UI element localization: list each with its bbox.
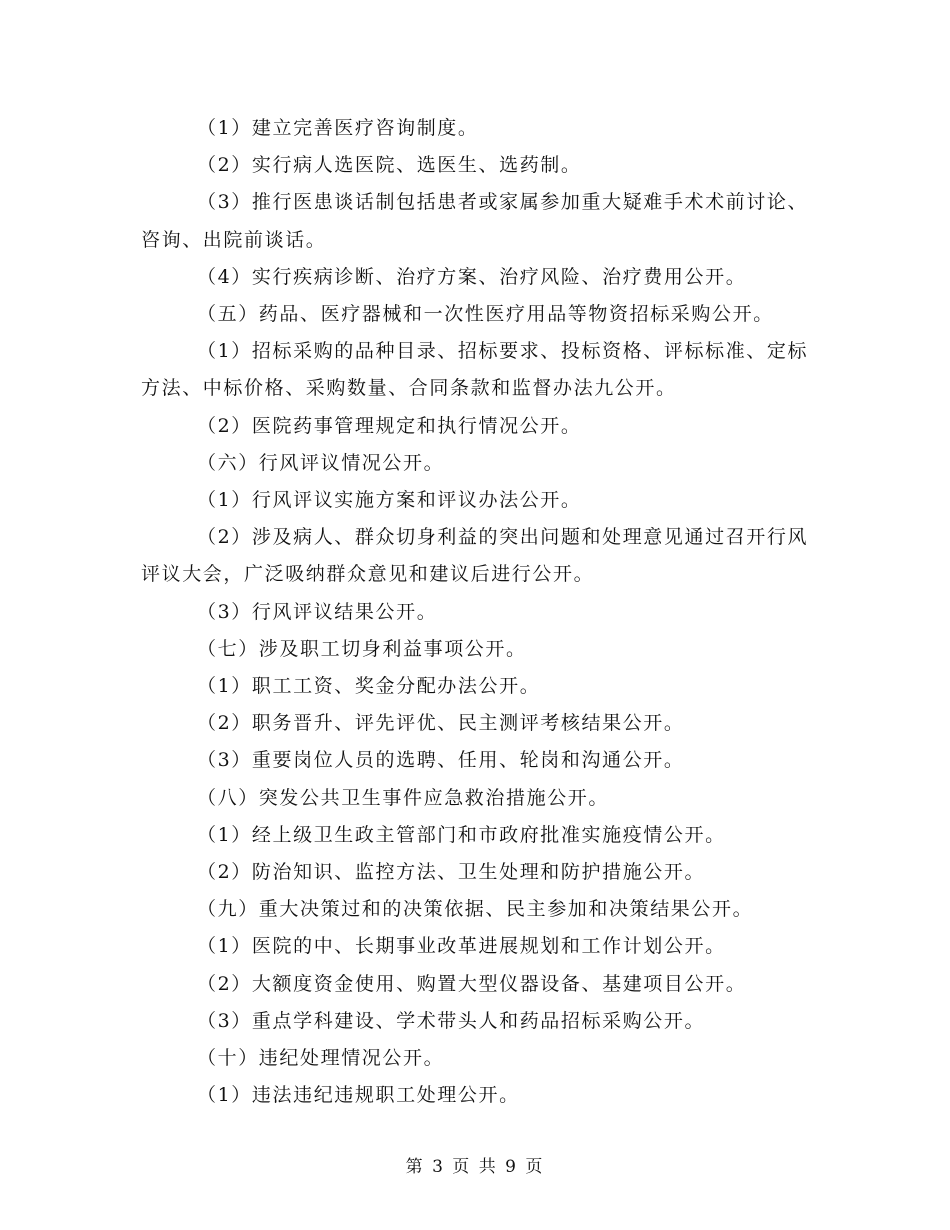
paragraph: （2）防治知识、监控方法、卫生处理和防护措施公开。 (197, 861, 706, 884)
paragraph: （1）违法违纪违规职工处理公开。 (197, 1084, 520, 1107)
section-heading: （八）突发公共卫生事件应急救治措施公开。 (197, 786, 610, 809)
paragraph: （2）实行病人选医院、选医生、选药制。 (197, 154, 582, 177)
paragraph: （3）重要岗位人员的选聘、任用、轮岗和沟通公开。 (197, 749, 685, 772)
paragraph: （4）实行疾病诊断、治疗方案、治疗风险、治疗费用公开。 (197, 265, 747, 288)
paragraph: （3）行风评议结果公开。 (197, 600, 438, 623)
page-number-footer: 第 3 页 共 9 页 (405, 1157, 545, 1177)
section-heading: （十）违纪处理情况公开。 (197, 1047, 445, 1070)
paragraph: （1）建立完善医疗咨询制度。 (197, 117, 479, 139)
document-body (141, 110, 813, 1114)
paragraph: （1）经上级卫生政主管部门和市政府批准实施疫情公开。 (197, 823, 726, 846)
paragraph: （3）推行医患谈话制包括患者或家属参加重大疑难手术术前讨论、咨询、出院前谈话。 (141, 191, 809, 251)
paragraph: （2）涉及病人、群众切身利益的突出问题和处理意见通过召开行风评议大会，广泛吸纳群众意见和建议后进行公开。 (141, 526, 809, 586)
section-heading: （六）行风评议情况公开。 (197, 451, 445, 474)
paragraph: （1）行风评议实施方案和评议办法公开。 (197, 489, 582, 512)
paragraph: （3）重点学科建设、学术带头人和药品招标采购公开。 (197, 1009, 706, 1032)
paragraph: （2）职务晋升、评先评优、民主测评考核结果公开。 (197, 712, 685, 735)
paragraph: （2）医院药事管理规定和执行情况公开。 (197, 414, 582, 437)
paragraph: （1）招标采购的品种目录、招标要求、投标资格、评标标准、定标方法、中标价格、采购数量、合同条款和监督办法九公开。 (141, 340, 809, 400)
section-heading: （五）药品、医疗器械和一次性医疗用品等物资招标采购公开。 (197, 303, 774, 326)
paragraph: （1）医院的中、长期事业改革进展规划和工作计划公开。 (197, 935, 726, 958)
section-heading: （七）涉及职工切身利益事项公开。 (197, 637, 527, 660)
paragraph: （1）职工工资、奖金分配办法公开。 (197, 675, 541, 698)
section-heading: （九）重大决策过和的决策依据、民主参加和决策结果公开。 (197, 898, 754, 921)
paragraph: （2）大额度资金使用、购置大型仪器设备、基建项目公开。 (197, 972, 747, 995)
